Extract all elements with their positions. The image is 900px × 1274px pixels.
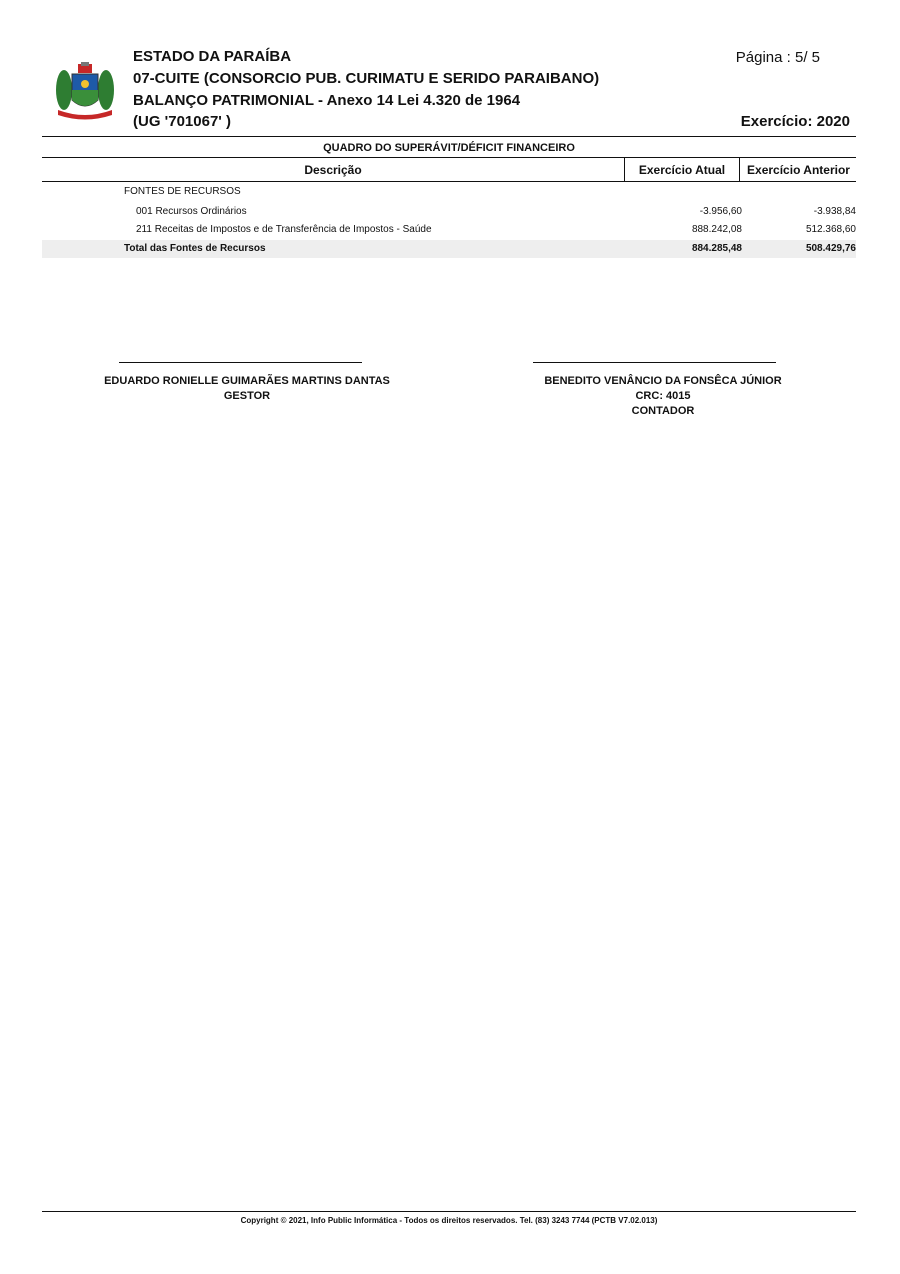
signature-block-gestor	[47, 374, 447, 404]
table-row	[42, 221, 856, 239]
signer-name: BENEDITO VENÂNCIO DA FONSÊCA JÚNIOR	[544, 375, 782, 387]
table-title: QUADRO DO SUPERÁVIT/DÉFICIT FINANCEIRO	[323, 142, 575, 154]
state-coat-of-arms-logo	[54, 60, 116, 120]
column-header-exercicio-atual: Exercício Atual	[638, 163, 726, 177]
signer-name: EDUARDO RONIELLE GUIMARÃES MARTINS DANTAS	[104, 375, 390, 387]
column-separator	[624, 158, 625, 182]
table-row	[42, 203, 856, 221]
header-entity-name: 07-CUITE (CONSORCIO PUB. CURIMATU E SERIDO PARAIBANO)	[133, 70, 600, 87]
column-header-descricao: Descrição	[304, 163, 362, 177]
copyright-text: Copyright © 2021, Info Public Informática - Todos os direitos reservados. Tel. (83) 3243 7744 (PCTB V7.02.013)	[240, 1216, 658, 1225]
signature-line-contador	[533, 362, 776, 363]
row-value-anterior: -3.938,84	[813, 206, 856, 217]
row-value-atual: 888.242,08	[691, 224, 742, 235]
section-row	[42, 183, 856, 201]
row-description: 001 Recursos Ordinários	[136, 206, 247, 217]
footer-divider	[42, 1211, 856, 1212]
column-header-exercicio-anterior: Exercício Anterior	[747, 163, 850, 177]
total-description: Total das Fontes de Recursos	[124, 243, 266, 254]
signer-crc: CRC: 4015	[635, 390, 691, 402]
signer-role: GESTOR	[223, 390, 271, 402]
header-report-title: BALANÇO PATRIMONIAL - Anexo 14 Lei 4.320 de 1964	[133, 92, 521, 109]
column-header-divider	[42, 181, 856, 182]
signature-line-gestor	[119, 362, 362, 363]
header-state-name: ESTADO DA PARAÍBA	[133, 48, 292, 65]
fiscal-year: Exercício: 2020	[740, 113, 850, 130]
total-value-anterior: 508.429,76	[805, 243, 856, 254]
table-title-divider	[42, 157, 856, 158]
signer-role: CONTADOR	[631, 405, 695, 417]
signature-block-contador	[463, 374, 863, 419]
page-number: Página : 5/ 5	[735, 49, 820, 66]
section-label: FONTES DE RECURSOS	[124, 186, 241, 197]
row-value-atual: -3.956,60	[699, 206, 742, 217]
column-separator	[739, 158, 740, 182]
header-ug-code: (UG '701067' )	[133, 113, 232, 130]
row-description: 211 Receitas de Impostos e de Transferência de Impostos - Saúde	[136, 224, 432, 235]
total-value-atual: 884.285,48	[691, 243, 742, 254]
row-value-anterior: 512.368,60	[805, 224, 856, 235]
total-row	[42, 240, 856, 258]
header-divider	[42, 136, 856, 137]
